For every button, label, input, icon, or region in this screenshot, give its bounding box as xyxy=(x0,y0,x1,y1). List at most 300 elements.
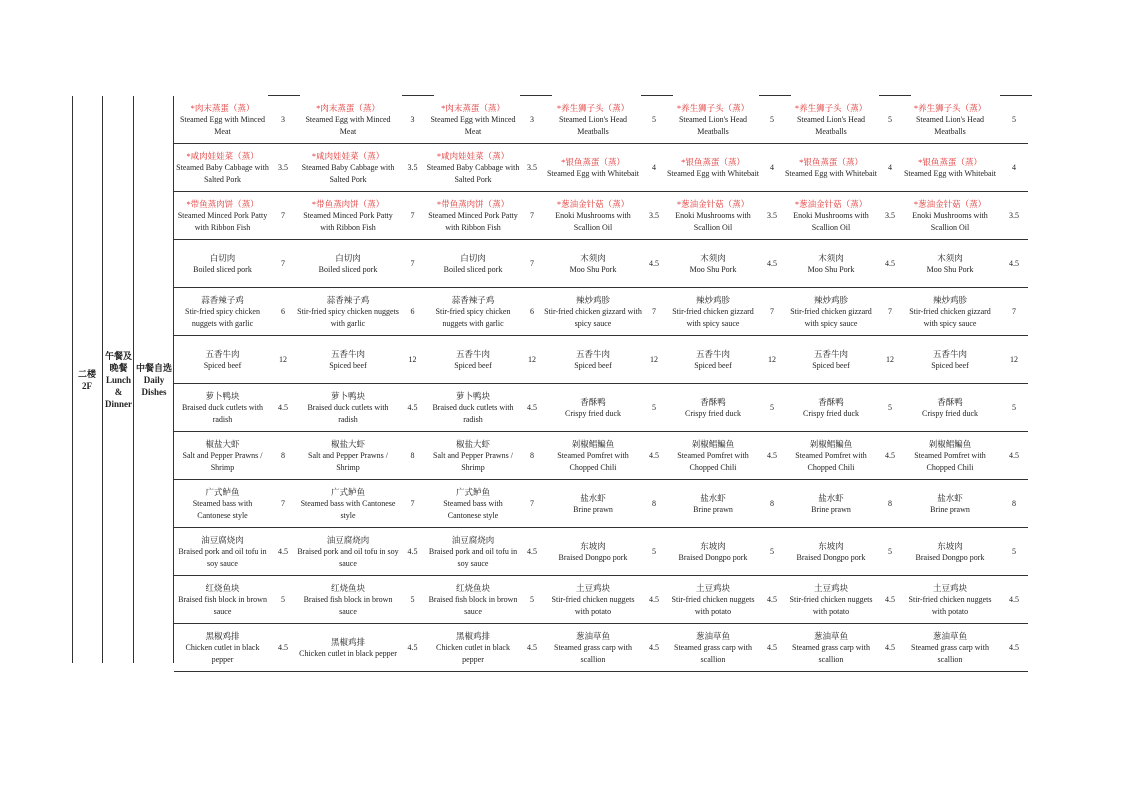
dish-name-cn: 木须肉 xyxy=(818,252,844,263)
table-row xyxy=(174,240,1028,288)
dish-name-cn: *带鱼蒸肉饼（蒸） xyxy=(186,198,259,209)
dish-price: 8 xyxy=(652,499,656,508)
dish-name-en: Salt and Pepper Prawns / Shrimp xyxy=(182,450,263,472)
dish-cell xyxy=(295,432,401,479)
dish-price: 3.5 xyxy=(407,163,418,172)
dish-name-en: Enoki Mushrooms with Scallion Oil xyxy=(912,210,988,232)
dish-price: 4.5 xyxy=(885,259,895,268)
dish-cell xyxy=(174,96,271,143)
dish-price: 12 xyxy=(886,355,894,364)
dish-name-en: Braised pork and oil tofu in soy sauce xyxy=(428,546,518,568)
dish-price: 4.5 xyxy=(407,643,418,652)
dish-price: 3.5 xyxy=(1009,211,1019,220)
dish-name-cn: 辣炒鸡胗 xyxy=(813,294,848,305)
dish-price: 5 xyxy=(888,547,892,556)
dish-cell xyxy=(900,144,1000,191)
dish-price: 5 xyxy=(410,595,415,604)
dish-price: 8 xyxy=(410,451,415,460)
dish-name-en: Salt and Pepper Prawns / Shrimp xyxy=(308,450,388,472)
dish-name-en: Steamed Lion's Head Meatballs xyxy=(796,114,866,136)
dish-name-cn: *葱油金针菇（蒸） xyxy=(794,198,868,209)
dish-name-cn: *养生狮子头（蒸） xyxy=(794,102,868,113)
dish-price: 4.5 xyxy=(649,643,659,652)
dish-price: 7 xyxy=(410,499,415,508)
dish-name-cn: 萝卜鸭块 xyxy=(455,390,490,401)
dish-name-cn: 萝卜鸭块 xyxy=(205,390,240,401)
dish-name-en: Steamed Pomfret with Chopped Chili xyxy=(677,450,749,472)
dish-name-en: Spiced beef xyxy=(574,360,612,370)
dish-price: 7 xyxy=(888,307,892,316)
dish-name-en: Braised pork and oil tofu in soy sauce xyxy=(297,546,399,568)
dish-price: 7 xyxy=(770,307,774,316)
dish-name-cn: *咸肉娃娃菜（蒸） xyxy=(186,150,259,161)
dish-name-en: Stir-fried chicken gizzard with spicy sauce xyxy=(909,306,991,328)
dish-name-cn: 萝卜鸭块 xyxy=(330,390,365,401)
dish-name-cn: 木须肉 xyxy=(580,252,606,263)
dish-cell xyxy=(782,144,880,191)
dish-cell xyxy=(900,432,1000,479)
dish-cell xyxy=(664,576,762,623)
dish-price: 5 xyxy=(652,403,656,412)
meal-label xyxy=(103,96,134,663)
dish-name-cn: *咸肉娃娃菜（蒸） xyxy=(311,150,385,161)
dish-name-en: Stir-fried chicken nuggets with potato xyxy=(789,594,873,616)
dish-cell xyxy=(782,384,880,431)
dish-name-cn: 剁椒鲳鳊鱼 xyxy=(928,438,972,449)
dish-price: 7 xyxy=(530,499,534,508)
dish-name-cn: 红烧鱼块 xyxy=(330,582,365,593)
dish-name-cn: *葱油金针菇（蒸） xyxy=(556,198,630,209)
dish-price: 12 xyxy=(528,355,536,364)
dish-cell xyxy=(424,192,522,239)
dish-price: 5 xyxy=(888,115,892,124)
dish-price: 4 xyxy=(888,163,892,172)
dish-cell xyxy=(664,288,762,335)
dish-price: 4.5 xyxy=(885,643,895,652)
dish-cell xyxy=(542,96,644,143)
dish-cell xyxy=(542,480,644,527)
dish-name-cn: *银鱼蒸蛋（蒸） xyxy=(918,156,982,167)
dish-name-cn: 东坡肉 xyxy=(818,540,844,551)
dish-name-en: Stir-fried spicy chicken nuggets with garlic xyxy=(297,306,399,328)
dish-name-cn: 葱油草鱼 xyxy=(575,630,610,641)
dish-name-cn: 盐水虾 xyxy=(937,492,963,503)
dish-name-cn: 东坡肉 xyxy=(580,540,606,551)
dish-name-cn: *咸肉娃娃菜（蒸） xyxy=(436,150,510,161)
dish-cell xyxy=(295,624,401,671)
dish-cell xyxy=(900,240,1000,287)
category-label xyxy=(134,96,174,663)
dish-price: 4.5 xyxy=(649,259,659,268)
dish-name-en: Stir-fried chicken gizzard with spicy sauce xyxy=(544,306,642,328)
dish-name-en: Chicken cutlet in black pepper xyxy=(436,642,510,664)
dish-cell xyxy=(664,384,762,431)
dish-price: 4.5 xyxy=(649,595,659,604)
dish-name-cn: 五香牛肉 xyxy=(205,348,240,359)
dish-name-en: Steamed Lion's Head Meatballs xyxy=(558,114,628,136)
dish-name-en: Brine prawn xyxy=(930,504,970,514)
dish-name-en: Salt and Pepper Prawns / Shrimp xyxy=(433,450,513,472)
dish-name-cn: 白切肉 xyxy=(460,252,486,263)
dish-name-cn: 黑椒鸡排 xyxy=(455,630,490,641)
dish-name-cn: 剁椒鲳鳊鱼 xyxy=(571,438,615,449)
dish-price: 4.5 xyxy=(278,547,288,556)
dish-name-cn: *银鱼蒸蛋（蒸） xyxy=(561,156,625,167)
dish-name-en: Braised duck cutlets with radish xyxy=(307,402,389,424)
dish-cell xyxy=(782,96,880,143)
dish-name-en: Chicken cutlet in black pepper xyxy=(185,642,260,664)
dish-cell xyxy=(782,576,880,623)
dish-price: 7 xyxy=(410,259,415,268)
dish-cell xyxy=(295,480,401,527)
dish-name-en: Brine prawn xyxy=(573,504,613,514)
dish-cell xyxy=(900,192,1000,239)
dish-cell xyxy=(542,528,644,575)
table-row xyxy=(174,528,1028,576)
dish-cell xyxy=(542,384,644,431)
dish-price: 4.5 xyxy=(407,547,418,556)
dish-name-cn: 盐水虾 xyxy=(818,492,844,503)
dish-name-cn: 盐水虾 xyxy=(700,492,726,503)
dish-name-cn: 油豆腐烧肉 xyxy=(451,534,495,545)
dish-name-cn: 土豆鸡块 xyxy=(575,582,610,593)
dish-name-cn: 葱油草鱼 xyxy=(695,630,730,641)
dish-price: 8 xyxy=(888,499,892,508)
dish-name-en: Enoki Mushrooms with Scallion Oil xyxy=(555,210,631,232)
dish-name-cn: 五香牛肉 xyxy=(575,348,610,359)
dish-price: 7 xyxy=(281,211,285,220)
dish-name-en: Stir-fried chicken gizzard with spicy sauce xyxy=(790,306,872,328)
floor-label xyxy=(72,96,102,663)
dish-cell xyxy=(174,144,271,191)
dish-cell xyxy=(174,336,271,383)
table-row xyxy=(174,624,1028,672)
dish-price: 5 xyxy=(530,595,534,604)
dish-name-cn: 东坡肉 xyxy=(700,540,726,551)
dish-price: 3.5 xyxy=(649,211,659,220)
dish-price: 4.5 xyxy=(767,451,777,460)
dish-cell xyxy=(424,384,522,431)
dish-cell xyxy=(782,336,880,383)
dish-price: 6 xyxy=(530,307,534,316)
dish-name-cn: 东坡肉 xyxy=(937,540,963,551)
dish-price: 4.5 xyxy=(278,403,288,412)
dish-cell xyxy=(782,192,880,239)
dish-name-cn: *肉末蒸蛋（蒸） xyxy=(190,102,255,113)
dish-price: 5 xyxy=(1012,115,1016,124)
dish-cell xyxy=(174,192,271,239)
dish-name-en: Steamed Egg with Whitebait xyxy=(903,168,997,178)
dish-cell xyxy=(424,336,522,383)
dish-name-en: Steamed grass carp with scallion xyxy=(674,642,752,664)
dish-name-cn: 香酥鸭 xyxy=(700,396,726,407)
dish-cell xyxy=(174,480,271,527)
dish-price: 8 xyxy=(281,451,285,460)
dish-name-en: Moo Shu Pork xyxy=(569,264,617,274)
dish-price: 8 xyxy=(770,499,774,508)
meal-label-line: 晚餐 xyxy=(109,362,128,373)
dish-price: 6 xyxy=(410,307,415,316)
dish-name-cn: 香酥鸭 xyxy=(818,396,844,407)
dish-name-cn: 盐水虾 xyxy=(580,492,606,503)
dish-name-cn: 剁椒鲳鳊鱼 xyxy=(809,438,853,449)
dish-name-en: Stir-fried spicy chicken nuggets with garlic xyxy=(185,306,260,328)
dish-price: 5 xyxy=(770,115,774,124)
dish-cell xyxy=(542,336,644,383)
dish-cell xyxy=(174,432,271,479)
table-row xyxy=(174,192,1028,240)
dish-cell xyxy=(174,576,271,623)
dish-name-en: Spiced beef xyxy=(454,360,492,370)
dish-name-en: Steamed Pomfret with Chopped Chili xyxy=(914,450,986,472)
dish-price: 4.5 xyxy=(278,643,288,652)
dish-name-en: Braised Dongpo pork xyxy=(558,552,628,562)
dish-price: 7 xyxy=(1012,307,1016,316)
dish-name-en: Spiced beef xyxy=(931,360,969,370)
dish-name-cn: *银鱼蒸蛋（蒸） xyxy=(799,156,863,167)
dish-name-cn: 木须肉 xyxy=(937,252,963,263)
dish-price: 4.5 xyxy=(885,451,895,460)
dish-cell xyxy=(782,240,880,287)
dish-name-cn: *带鱼蒸肉饼（蒸） xyxy=(436,198,510,209)
dish-cell xyxy=(664,192,762,239)
dish-name-en: Steamed Pomfret with Chopped Chili xyxy=(795,450,867,472)
dish-price: 4.5 xyxy=(885,595,895,604)
dish-cell xyxy=(782,480,880,527)
dish-cell xyxy=(174,624,271,671)
dish-price: 4.5 xyxy=(1009,451,1019,460)
table-row xyxy=(174,480,1028,528)
dish-name-cn: 五香牛肉 xyxy=(695,348,730,359)
dish-name-en: Crispy fried duck xyxy=(803,408,859,418)
dish-cell xyxy=(424,576,522,623)
dish-cell xyxy=(424,288,522,335)
dish-name-cn: 土豆鸡块 xyxy=(932,582,967,593)
dish-cell xyxy=(900,624,1000,671)
dish-name-en: Steamed Egg with Whitebait xyxy=(784,168,878,178)
dish-price: 3.5 xyxy=(767,211,777,220)
dish-name-en: Spiced beef xyxy=(329,360,367,370)
dish-name-cn: 辣炒鸡胗 xyxy=(695,294,730,305)
dish-name-cn: 香酥鸭 xyxy=(580,396,606,407)
dish-name-cn: 蒜香辣子鸡 xyxy=(201,294,244,305)
dish-cell xyxy=(174,528,271,575)
dish-price: 12 xyxy=(650,355,658,364)
dish-cell xyxy=(542,432,644,479)
category-label-line: 中餐自选 xyxy=(135,362,172,373)
dish-name-cn: 五香牛肉 xyxy=(813,348,848,359)
dish-name-en: Braised Dongpo pork xyxy=(915,552,985,562)
dish-price: 5 xyxy=(1012,547,1016,556)
dish-name-cn: 辣炒鸡胗 xyxy=(575,294,610,305)
dish-price: 3 xyxy=(281,115,285,124)
dish-price: 7 xyxy=(530,211,534,220)
dish-name-cn: 葱油草鱼 xyxy=(932,630,967,641)
dish-cell xyxy=(424,240,522,287)
dish-price: 6 xyxy=(281,307,285,316)
dish-price: 4.5 xyxy=(407,403,418,412)
dish-name-en: Steamed Baby Cabbage with Salted Pork xyxy=(176,162,269,184)
dish-name-cn: *养生狮子头（蒸） xyxy=(913,102,987,113)
dish-cell xyxy=(664,144,762,191)
dish-cell xyxy=(295,384,401,431)
dish-price: 4 xyxy=(652,163,656,172)
dish-price: 7 xyxy=(530,259,534,268)
dish-name-cn: 蒜香辣子鸡 xyxy=(451,294,495,305)
dish-cell xyxy=(664,96,762,143)
table-row xyxy=(174,336,1028,384)
meal-label-line: 午餐及 xyxy=(104,350,132,361)
dish-cell xyxy=(424,480,522,527)
dish-name-en: Spiced beef xyxy=(812,360,850,370)
dish-price: 3 xyxy=(530,115,534,124)
dish-cell xyxy=(542,288,644,335)
dish-name-cn: 白切肉 xyxy=(335,252,361,263)
dish-cell xyxy=(295,576,401,623)
dish-cell xyxy=(900,576,1000,623)
dish-cell xyxy=(542,144,644,191)
dish-price: 12 xyxy=(1010,355,1018,364)
dish-price: 5 xyxy=(652,547,656,556)
dish-name-en: Enoki Mushrooms with Scallion Oil xyxy=(675,210,751,232)
dish-cell xyxy=(424,528,522,575)
dish-price: 4 xyxy=(1012,163,1016,172)
dish-name-cn: 葱油草鱼 xyxy=(813,630,848,641)
dish-cell xyxy=(174,288,271,335)
dish-price: 12 xyxy=(279,355,287,364)
dish-name-en: Crispy fried duck xyxy=(565,408,621,418)
dish-name-en: Braised duck cutlets with radish xyxy=(181,402,264,424)
dish-name-cn: 土豆鸡块 xyxy=(813,582,848,593)
dish-price: 3.5 xyxy=(885,211,895,220)
dish-price: 8 xyxy=(1012,499,1016,508)
dish-price: 4.5 xyxy=(1009,643,1019,652)
dish-cell xyxy=(542,192,644,239)
dish-name-cn: 剁椒鲳鳊鱼 xyxy=(691,438,735,449)
dish-name-en: Steamed Lion's Head Meatballs xyxy=(915,114,985,136)
dish-name-en: Braised fish block in brown sauce xyxy=(428,594,518,616)
dish-name-en: Steamed bass with Cantonese style xyxy=(192,498,253,520)
dish-price: 3.5 xyxy=(527,163,537,172)
dish-price: 4 xyxy=(770,163,774,172)
dish-name-cn: *养生狮子头（蒸） xyxy=(676,102,750,113)
dish-name-en: Steamed Egg with Whitebait xyxy=(666,168,760,178)
dish-price: 4.5 xyxy=(649,451,659,460)
floor-label-cn: 二楼 xyxy=(77,368,96,379)
dish-cell xyxy=(424,144,522,191)
dish-price: 5 xyxy=(770,403,774,412)
dish-name-en: Steamed bass with Cantonese style xyxy=(300,498,396,520)
dish-cell xyxy=(782,528,880,575)
dish-name-cn: 油豆腐烧肉 xyxy=(201,534,244,545)
dish-name-en: Steamed Egg with Minced Meat xyxy=(305,114,391,136)
meal-label-line: Lunch xyxy=(105,374,131,385)
dish-cell xyxy=(542,240,644,287)
dish-name-en: Braised duck cutlets with radish xyxy=(432,402,514,424)
dish-cell xyxy=(664,480,762,527)
meal-label-line: & xyxy=(114,386,123,397)
dish-name-en: Steamed Minced Pork Patty with Ribbon Fish xyxy=(303,210,393,232)
dish-name-en: Steamed Egg with Minced Meat xyxy=(430,114,516,136)
dish-cell xyxy=(542,576,644,623)
dish-name-en: Moo Shu Pork xyxy=(689,264,737,274)
dish-cell xyxy=(900,480,1000,527)
dish-cell xyxy=(782,432,880,479)
dish-name-cn: 红烧鱼块 xyxy=(205,582,240,593)
dish-price: 3 xyxy=(410,115,415,124)
dish-name-cn: *肉末蒸蛋（蒸） xyxy=(441,102,505,113)
dish-name-en: Steamed grass carp with scallion xyxy=(911,642,989,664)
dish-name-en: Steamed Minced Pork Patty with Ribbon Fish xyxy=(177,210,268,232)
dish-cell xyxy=(782,288,880,335)
dish-name-en: Stir-fried chicken nuggets with potato xyxy=(551,594,635,616)
dish-cell xyxy=(424,96,522,143)
dish-name-cn: *肉末蒸蛋（蒸） xyxy=(316,102,380,113)
dish-name-en: Crispy fried duck xyxy=(922,408,978,418)
dish-cell xyxy=(664,336,762,383)
dish-name-en: Steamed Pomfret with Chopped Chili xyxy=(557,450,629,472)
dish-price: 7 xyxy=(281,259,285,268)
dish-cell xyxy=(295,528,401,575)
dish-name-en: Braised Dongpo pork xyxy=(678,552,748,562)
dish-name-en: Braised Dongpo pork xyxy=(796,552,866,562)
dish-price: 7 xyxy=(410,211,415,220)
dish-name-cn: 广式鲈鱼 xyxy=(205,486,240,497)
dish-name-en: Braised fish block in brown sauce xyxy=(178,594,267,616)
dish-name-en: Stir-fried chicken nuggets with potato xyxy=(671,594,755,616)
dish-cell xyxy=(424,432,522,479)
dish-name-en: Stir-fried spicy chicken nuggets with garlic xyxy=(435,306,511,328)
dish-price: 8 xyxy=(530,451,534,460)
menu-table xyxy=(174,96,1028,672)
dish-cell xyxy=(900,528,1000,575)
dish-price: 3.5 xyxy=(278,163,288,172)
table-row xyxy=(174,384,1028,432)
dish-cell xyxy=(295,96,401,143)
dish-cell xyxy=(295,192,401,239)
dish-price: 7 xyxy=(652,307,656,316)
dish-name-cn: 黑椒鸡排 xyxy=(330,636,365,647)
table-row xyxy=(174,144,1028,192)
dish-name-cn: 香酥鸭 xyxy=(937,396,963,407)
dish-name-en: Crispy fried duck xyxy=(685,408,741,418)
dish-name-en: Stir-fried chicken nuggets with potato xyxy=(908,594,992,616)
dish-name-en: Boiled sliced pork xyxy=(318,264,378,274)
dish-name-cn: *葱油金针菇（蒸） xyxy=(913,198,987,209)
dish-name-en: Steamed grass carp with scallion xyxy=(554,642,632,664)
dish-name-cn: 蒜香辣子鸡 xyxy=(326,294,370,305)
dish-cell xyxy=(664,528,762,575)
dish-name-en: Stir-fried chicken gizzard with spicy sauce xyxy=(672,306,754,328)
dish-price: 5 xyxy=(888,403,892,412)
dish-name-en: Moo Shu Pork xyxy=(807,264,855,274)
dish-name-en: Brine prawn xyxy=(811,504,851,514)
dish-price: 7 xyxy=(281,499,285,508)
table-row xyxy=(174,432,1028,480)
dish-cell xyxy=(174,240,271,287)
dish-name-en: Enoki Mushrooms with Scallion Oil xyxy=(793,210,869,232)
dish-price: 4.5 xyxy=(767,643,777,652)
dish-name-cn: *养生狮子头（蒸） xyxy=(556,102,630,113)
dish-name-en: Steamed Minced Pork Patty with Ribbon Fish xyxy=(428,210,518,232)
dish-name-en: Brine prawn xyxy=(693,504,733,514)
dish-cell xyxy=(900,336,1000,383)
dish-name-cn: 椒盐大虾 xyxy=(330,438,365,449)
meal-label-line: Dinner xyxy=(105,398,132,409)
dish-name-cn: 木须肉 xyxy=(700,252,726,263)
dish-price: 4.5 xyxy=(1009,259,1019,268)
dish-name-cn: 五香牛肉 xyxy=(330,348,365,359)
